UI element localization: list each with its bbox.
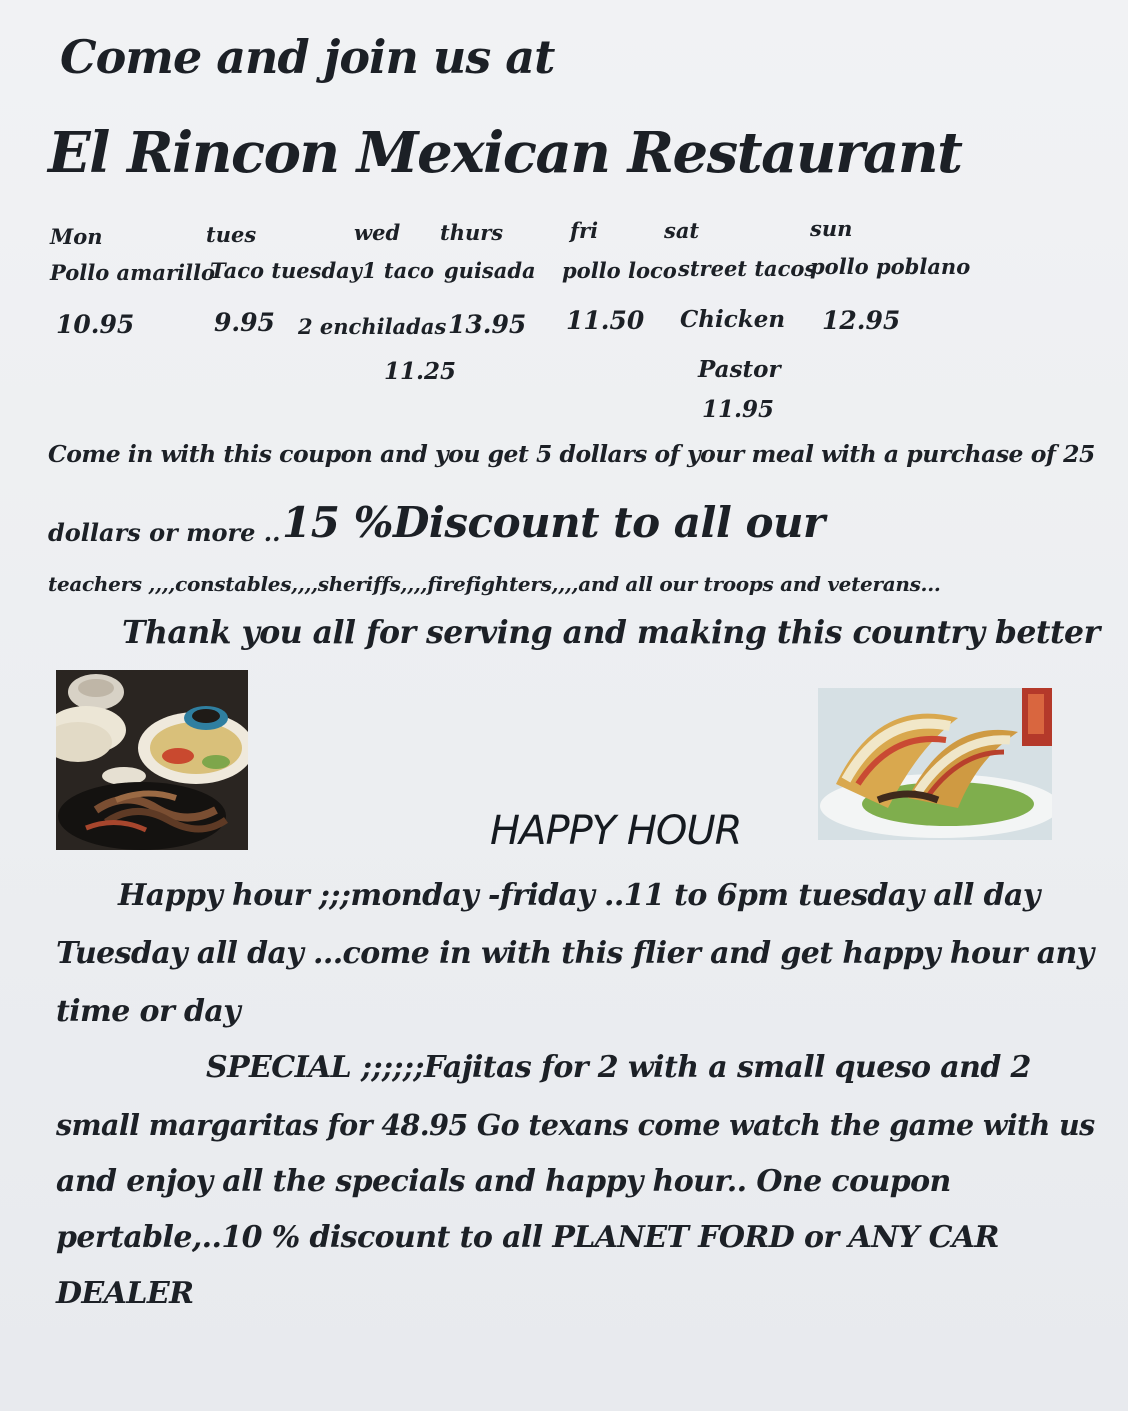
coupon-line: Come in with this coupon and you get 5 dollars of your meal with a purchase of 25 <box>48 440 1095 468</box>
special-line-2: small margaritas for 48.95 Go texans come watch the game with us <box>56 1108 1095 1142</box>
day-tues: tues <box>206 222 257 247</box>
headline: Come and join us at <box>60 30 555 84</box>
day-fri: fri <box>570 218 599 243</box>
dish-mon: Pollo amarillo <box>50 260 215 285</box>
price-thurs: 13.95 <box>448 310 527 339</box>
fajitas-illustration <box>56 670 248 850</box>
discount-groups: teachers ,,,,constables,,,,sheriffs,,,,firefighters,,,,and all our troops and veterans... <box>48 572 941 596</box>
dish-tues: Taco tuesday <box>210 258 362 283</box>
happy-hour-line-3: time or day <box>56 994 241 1029</box>
happy-hour-line-2: Tuesday all day ...come in with this flier and get happy hour any <box>56 936 1094 971</box>
special-line-1: SPECIAL ;;;;;;Fajitas for 2 with a small queso and 2 <box>206 1050 1031 1085</box>
tacos-illustration <box>818 688 1052 840</box>
dish-wed-line2: 2 enchiladas <box>298 314 447 339</box>
special-line-3: and enjoy all the specials and happy hour.. One coupon <box>56 1164 951 1199</box>
price-fri: 11.50 <box>566 306 645 335</box>
dish-fri: pollo loco <box>562 258 677 283</box>
discount-headline: 15 %Discount to all our <box>282 498 825 547</box>
day-sat: sat <box>664 218 700 243</box>
happy-hour-title: HAPPY HOUR <box>490 808 742 854</box>
price-mon: 10.95 <box>56 310 135 339</box>
dish-sat-line2: Chicken <box>680 306 786 333</box>
day-sun: sun <box>810 216 853 241</box>
price-sun: 12.95 <box>822 306 901 335</box>
dish-sat: street tacos <box>678 256 817 281</box>
dish-wed: 1 taco <box>362 258 435 283</box>
dish-sun: pollo poblano <box>810 254 971 279</box>
price-tues: 9.95 <box>214 308 275 337</box>
fajitas-photo <box>56 670 248 850</box>
special-line-4: pertable,..10 % discount to all PLANET FORD or ANY CAR <box>56 1220 999 1255</box>
day-wed: wed <box>354 220 401 245</box>
restaurant-name: El Rincon Mexican Restaurant <box>48 120 962 186</box>
price-sat: 11.95 <box>702 396 775 423</box>
happy-hour-line-1: Happy hour ;;;monday -friday ..11 to 6pm tuesday all day <box>118 878 1040 913</box>
day-mon: Mon <box>50 224 103 249</box>
thank-you-line: Thank you all for serving and making this country better <box>122 614 1100 651</box>
price-wed: 11.25 <box>384 358 457 385</box>
day-thurs: thurs <box>440 220 504 245</box>
coupon-line-2: dollars or more .. <box>48 518 281 547</box>
special-line-5: DEALER <box>56 1276 194 1311</box>
tacos-photo <box>818 688 1052 840</box>
dish-sat-line3: Pastor <box>698 356 781 383</box>
dish-thurs: guisada <box>444 258 536 283</box>
